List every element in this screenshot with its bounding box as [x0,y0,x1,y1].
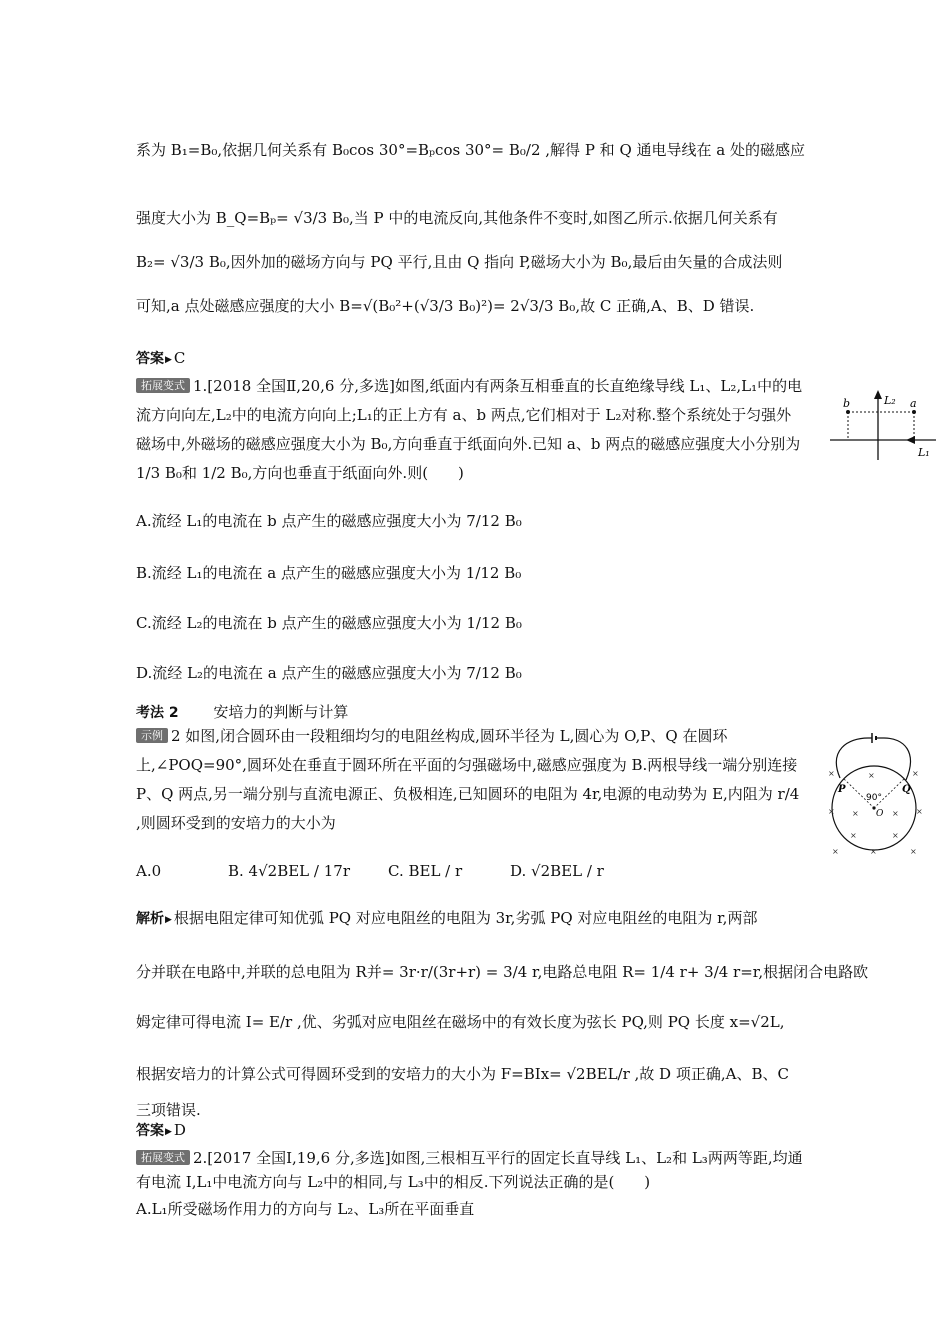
field-cross: × [868,771,875,780]
option-d: D.流经 L₂的电流在 a 点产生的磁感应强度大小为 7/12 B₀ [136,664,522,682]
answer-value: C [173,349,186,367]
field-cross: × [916,807,923,816]
solution-line-2: 强度大小为 B_Q=Bₚ= √3/3 B₀,当 P 中的电流反向,其他条件不变时,如图乙所示.依据几何关系有 [136,209,778,227]
triangle-icon: ▶ [165,355,172,365]
point-b [846,410,850,414]
field-cross: × [870,847,877,856]
example-2-text: 2 如图,闭合圆环由一段粗细均匀的电阻丝构成,圆环半径为 L,圆心为 O,P、Q 在圆环上,∠POQ=90°,圆环处在垂直于圆环所在平面的匀强磁场中,磁感应强度为 B.两根导线一端分别连接 P、Q 两点,另一端分别与直流电源正、负极相连,已知圆环的电阻为 4r,电源的电动势为 E,内阻为 r/4 ,则圆环受到的安培力的大小为 [136,727,800,832]
field-cross: × [892,809,899,818]
label-a: a [910,397,917,410]
wires-figure [828,388,938,463]
question-1-text: 1.[2018 全国Ⅱ,20,6 分,多选]如图,纸面内有两条互相垂直的长直绝缘导线 L₁、L₂,L₁中的电流方向向左,L₂中的电流方向向上;L₁的正上方有 a、b 两点,它们相对于 L₂对称.整个系统处于匀强外磁场中,外磁场的磁感应强度大小为 B₀,方向垂直于纸面向外.已知 a、b 两点的磁感应强度大小分别为 1/3 B₀和 1/2 B₀,方向也垂直于纸面向外.则( ) [136,377,803,482]
field-cross: × [910,847,917,856]
extension-tag: 拓展变式 [136,378,190,393]
example-tag: 示例 [136,728,168,743]
solution-2-line-3: 姆定律可得电流 I= E/r ,优、劣弧对应电阻丝在磁场中的有效长度为弦长 PQ,则 PQ 长度 x=√2L, [136,1013,785,1031]
answer-row-1 [136,348,185,370]
option-a: A.0 [136,862,162,880]
example-2 [136,722,806,838]
question-1 [136,372,806,488]
option-b: B.流经 L₁的电流在 a 点产生的磁感应强度大小为 1/12 B₀ [136,564,522,582]
solution-2-line-5: 三项错误. [136,1101,201,1119]
label-p: P [838,784,846,795]
point-a [912,410,916,414]
answer-label: 答案 [136,351,164,367]
label-q: Q [902,784,911,795]
solution-line-3: B₂= √3/3 B₀,因外加的磁场方向与 PQ 平行,且由 Q 指向 P,磁场大小为 B₀,最后由矢量的合成法则 [136,253,783,271]
option-a: A.L₁所受磁场作用力的方向与 L₂、L₃所在平面垂直 [136,1200,475,1218]
question-2-text: 2.[2017 全国Ⅰ,19,6 分,多选]如图,三根相互平行的固定长直导线 L₁、L₂和 L₃两两等距,均通有电流 I,L₁中电流方向与 L₂中的相同,与 L₃中的相反.下列说法正确的是( ) [136,1149,803,1191]
lead-wire [876,738,910,780]
solution-line-4: 可知,a 点处磁感应强度的大小 B=√(B₀²+(√3/3 B₀)²)= 2√3/3 B₀,故 C 正确,A、B、D 错误. [136,297,755,315]
label-angle: 90° [866,793,882,803]
option-c: C.流经 L₂的电流在 b 点产生的磁感应强度大小为 1/12 B₀ [136,614,522,632]
question-2 [136,1146,816,1194]
field-cross: × [892,831,899,840]
label-o: O [876,809,884,819]
answer-row-2 [136,1120,186,1142]
field-cross: × [852,809,859,818]
field-cross: × [912,769,919,778]
label-l2: L₂ [884,394,896,407]
solution-2-line-1 [136,908,757,930]
method-label: 考法 2 [136,705,179,721]
solution-2-line-2: 分并联在电路中,并联的总电阻为 R并= 3r·r/(3r+r) = 3/4 r,电路总电阻 R= 1/4 r+ 3/4 r=r,根据闭合电路欧 [136,963,869,981]
field-cross: × [828,769,835,778]
field-cross: × [828,807,835,816]
triangle-icon: ▶ [165,915,172,925]
answer-value: D [173,1121,186,1139]
extension-tag: 拓展变式 [136,1150,190,1165]
field-cross: × [850,831,857,840]
label-l1: L₁ [918,446,930,459]
option-c: C. BEL / r [388,862,463,880]
label-b: b [843,397,851,410]
field-cross: × [832,847,839,856]
answer-label: 答案 [136,1123,164,1139]
arrow-up-icon [874,390,882,399]
solution-2-line-4: 根据安培力的计算公式可得圆环受到的安培力的大小为 F=BIx= √2BEL/r ,故 D 项正确,A、B、C [136,1065,789,1083]
option-d: D. √2BEL / r [510,862,604,880]
option-b: B. 4√2BEL / 17r [228,862,350,880]
lead-wire [836,738,872,778]
option-a: A.流经 L₁的电流在 b 点产生的磁感应强度大小为 7/12 B₀ [136,512,522,530]
triangle-icon: ▶ [165,1127,172,1137]
solution-2-text-1: 根据电阻定律可知优弧 PQ 对应电阻丝的电阻为 3r,劣弧 PQ 对应电阻丝的电阻为 r,两部 [173,909,758,927]
solution-line-1: 系为 B₁=B₀,依据几何关系有 B₀cos 30°=Bₚcos 30°= B₀/2 ,解得 P 和 Q 通电导线在 a 处的磁感应 [136,141,805,159]
ring-figure [818,730,928,858]
solution-label: 解析 [136,911,164,927]
method-title: 安培力的判断与计算 [213,703,349,721]
method-heading [136,702,348,723]
